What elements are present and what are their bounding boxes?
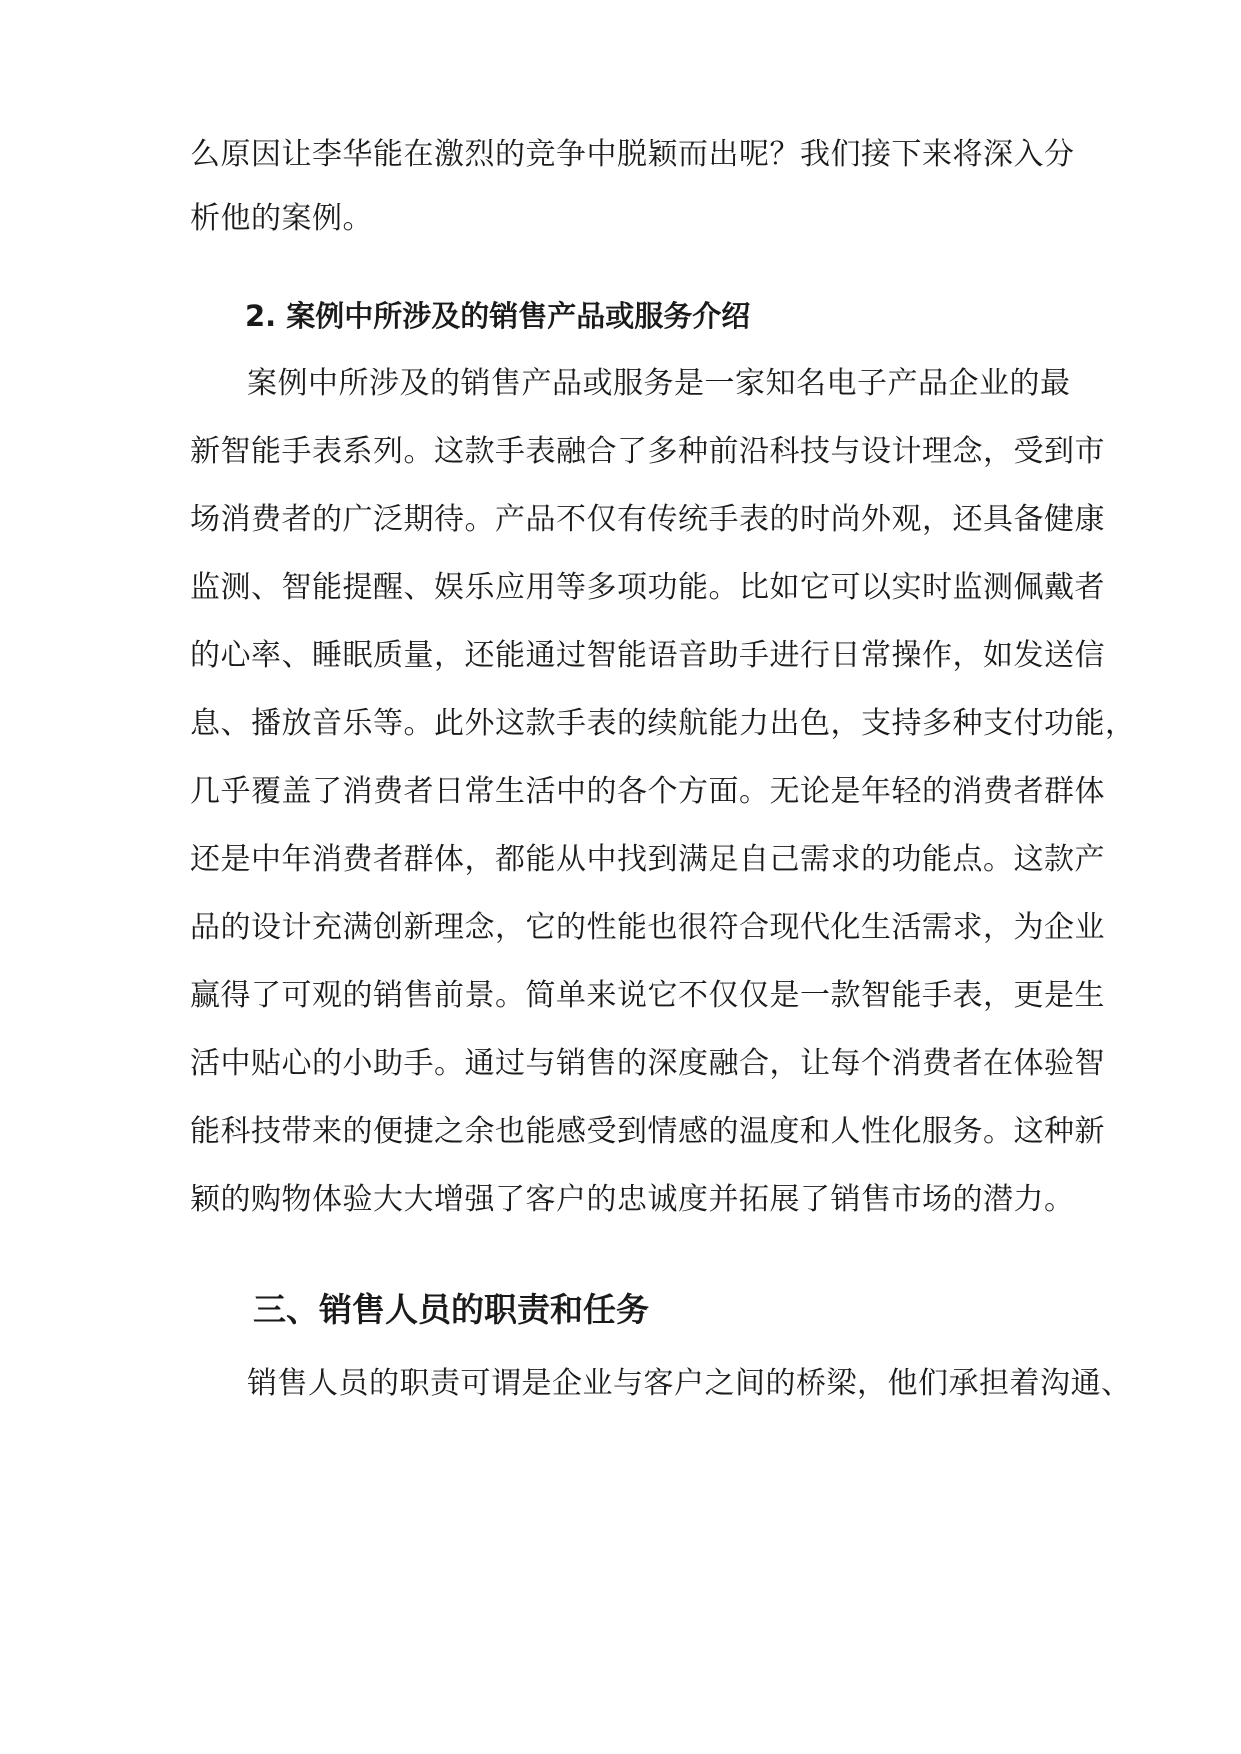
- section-2-line-12: 能科技带来的便捷之余也能感受到情感的温度和人性化服务。这种新: [190, 1114, 1105, 1149]
- section-2-heading: 2. 案例中所涉及的销售产品或服务介绍: [245, 299, 751, 333]
- section-2-line-11: 活中贴心的小助手。通过与销售的深度融合，让每个消费者在体验智: [190, 1046, 1105, 1081]
- section-2-line-6: 息、播放音乐等。此外这款手表的续航能力出色，支持多种支付功能，: [190, 706, 1136, 741]
- section-3-heading: 三、销售人员的职责和任务: [253, 1290, 649, 1329]
- section-2-line-5: 的心率、睡眠质量，还能通过智能语音助手进行日常操作，如发送信: [190, 638, 1105, 673]
- section-2-line-7: 几乎覆盖了消费者日常生活中的各个方面。无论是年轻的消费者群体: [190, 774, 1105, 809]
- section-2-line-4: 监测、智能提醒、娱乐应用等多项功能。比如它可以实时监测佩戴者: [190, 570, 1105, 605]
- section-2-line-3: 场消费者的广泛期待。产品不仅有传统手表的时尚外观，还具备健康: [190, 502, 1105, 537]
- section-3-line-1: 销售人员的职责可谓是企业与客户之间的桥梁，他们承担着沟通、: [247, 1366, 1132, 1401]
- section-2-line-2: 新智能手表系列。这款手表融合了多种前沿科技与设计理念，受到市: [190, 434, 1105, 469]
- section-2-line-10: 赢得了可观的销售前景。简单来说它不仅仅是一款智能手表，更是生: [190, 978, 1105, 1013]
- intro-line-2: 析他的案例。: [190, 201, 373, 236]
- section-2-line-1: 案例中所涉及的销售产品或服务是一家知名电子产品企业的最: [247, 366, 1071, 401]
- intro-line-1: 么原因让李华能在激烈的竞争中脱颖而出呢？我们接下来将深入分: [190, 137, 1075, 172]
- section-2-line-13: 颖的购物体验大大增强了客户的忠诚度并拓展了销售市场的潜力。: [190, 1182, 1075, 1217]
- section-2-line-8: 还是中年消费者群体，都能从中找到满足自己需求的功能点。这款产: [190, 842, 1105, 877]
- section-2-line-9: 品的设计充满创新理念，它的性能也很符合现代化生活需求，为企业: [190, 910, 1105, 945]
